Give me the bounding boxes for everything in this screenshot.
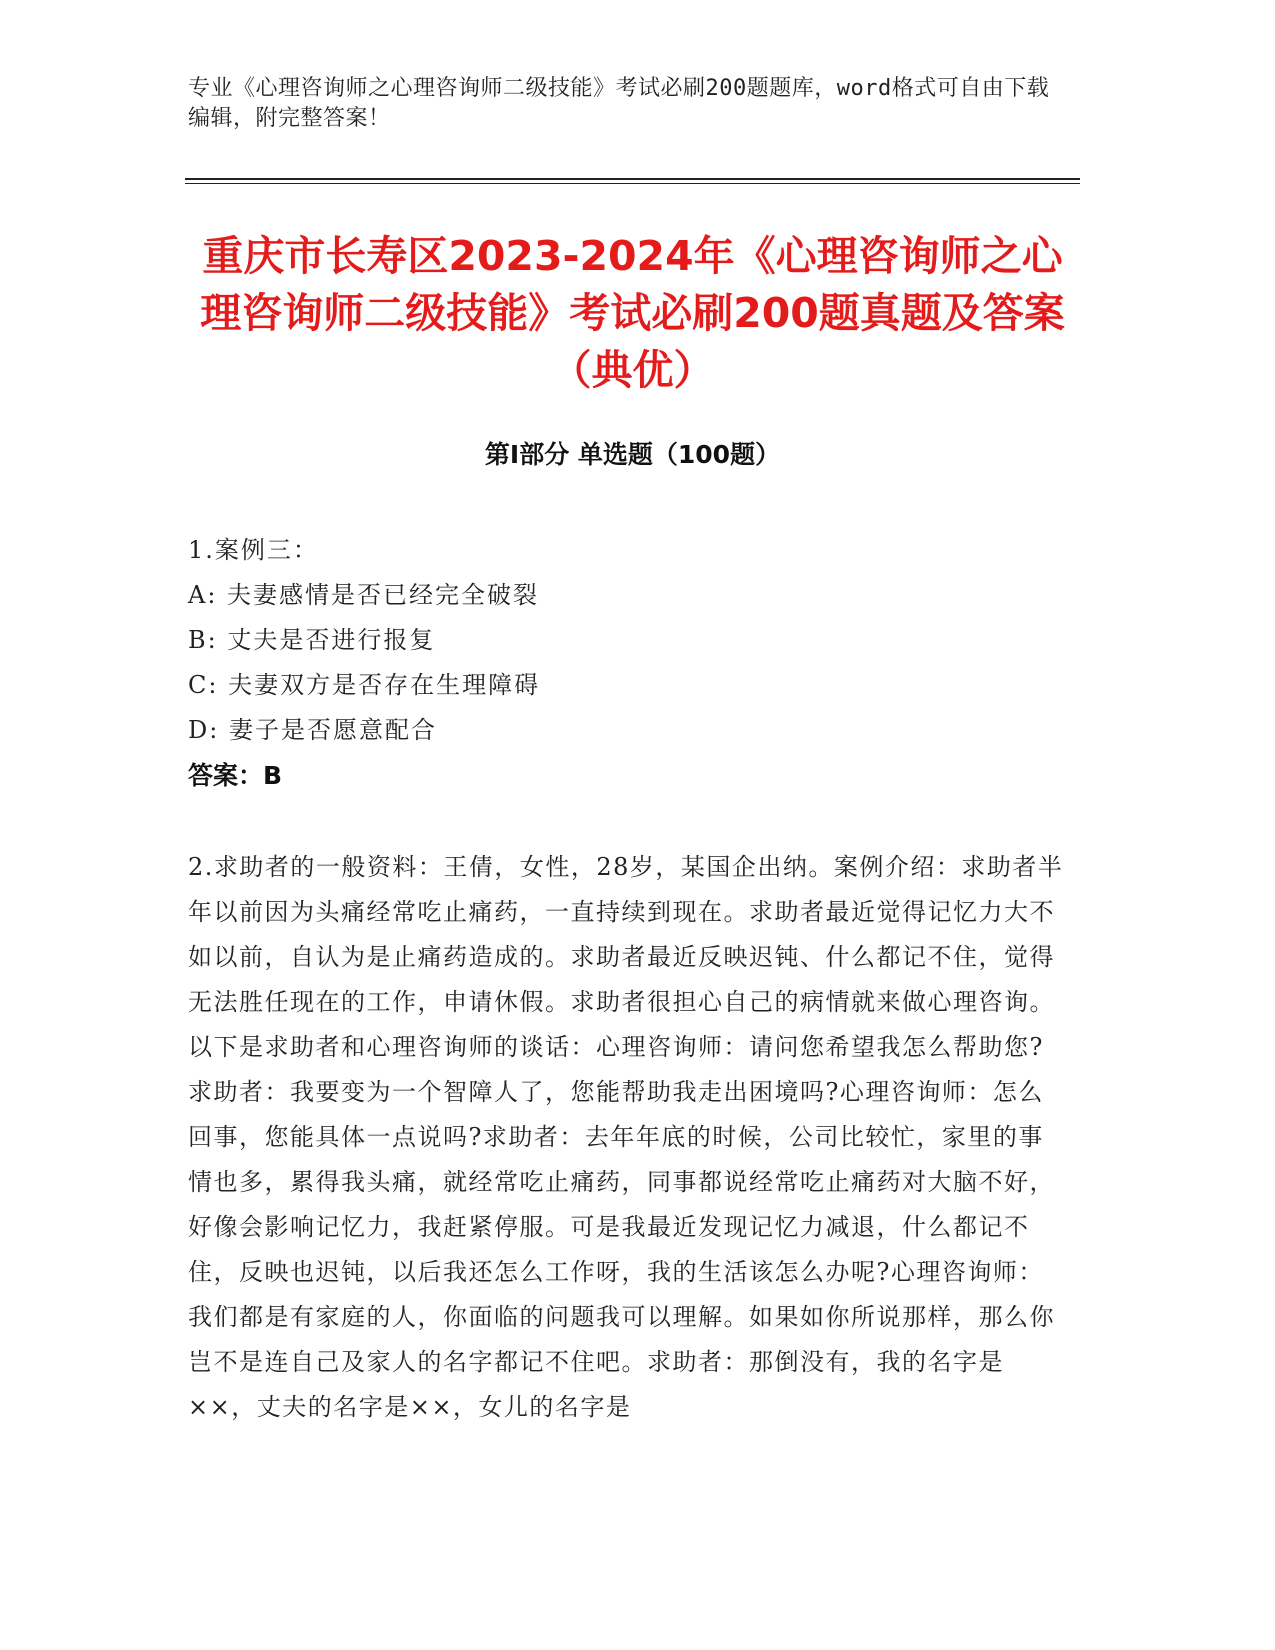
header-divider-thin bbox=[185, 183, 1080, 184]
question-stem: 1.案例三： bbox=[188, 536, 319, 564]
question-2 bbox=[188, 845, 1068, 1430]
header-note: 专业《心理咨询师之心理咨询师二级技能》考试必刷200题题库，word格式可自由下载编辑，附完整答案！ bbox=[188, 76, 1050, 131]
question-stem: 2.求助者的一般资料：王倩，女性，28岁，某国企出纳。案例介绍：求助者半年以前因为头痛经常吃止痛药，一直持续到现在。求助者最近觉得记忆力大不如以前，自认为是止痛药造成的。求助者最近反映迟钝、什么都记不住，觉得无法胜任现在的工作，申请休假。求助者很担心自己的病情就来做心理咨询。以下是求助者和心理咨询师的谈话：心理咨询师：请问您希望我怎么帮助您?求助者：我要变为一个智障人了，您能帮助我走出困境吗?心理咨询师：怎么回事，您能具体一点说吗?求助者：去年年底的时候，公司比较忙，家里的事情也多，累得我头痛，就经常吃止痛药，同事都说经常吃止痛药对大脑不好，好像会影响记忆力，我赶紧停服。可是我最近发现记忆力减退，什么都记不住，反映也迟钝，以后我还怎么工作呀，我的生活该怎么办呢?心理咨询师：我们都是有家庭的人，你面临的问题我可以理解。如果如你所说那样，那么你岂不是连自己及家人的名字都记不住吧。求助者：那倒没有，我的名字是××，丈夫的名字是××，女儿的名字是 bbox=[188, 853, 1064, 1421]
option-a: A: 夫妻感情是否已经完全破裂 bbox=[188, 581, 540, 609]
header-divider bbox=[185, 178, 1080, 180]
option-d: D: 妻子是否愿意配合 bbox=[188, 716, 437, 744]
section-title: 第Ⅰ部分 单选题（100题） bbox=[484, 440, 781, 469]
option-c: C: 夫妻双方是否存在生理障碍 bbox=[188, 671, 541, 699]
option-b: B: 丈夫是否进行报复 bbox=[188, 626, 436, 654]
answer-label: 答案：B bbox=[188, 761, 283, 790]
document-title: 重庆市长寿区2023-2024年《心理咨询师之心理咨询师二级技能》考试必刷200题真题及答案（典优） bbox=[200, 232, 1065, 394]
question-1 bbox=[188, 528, 1068, 798]
